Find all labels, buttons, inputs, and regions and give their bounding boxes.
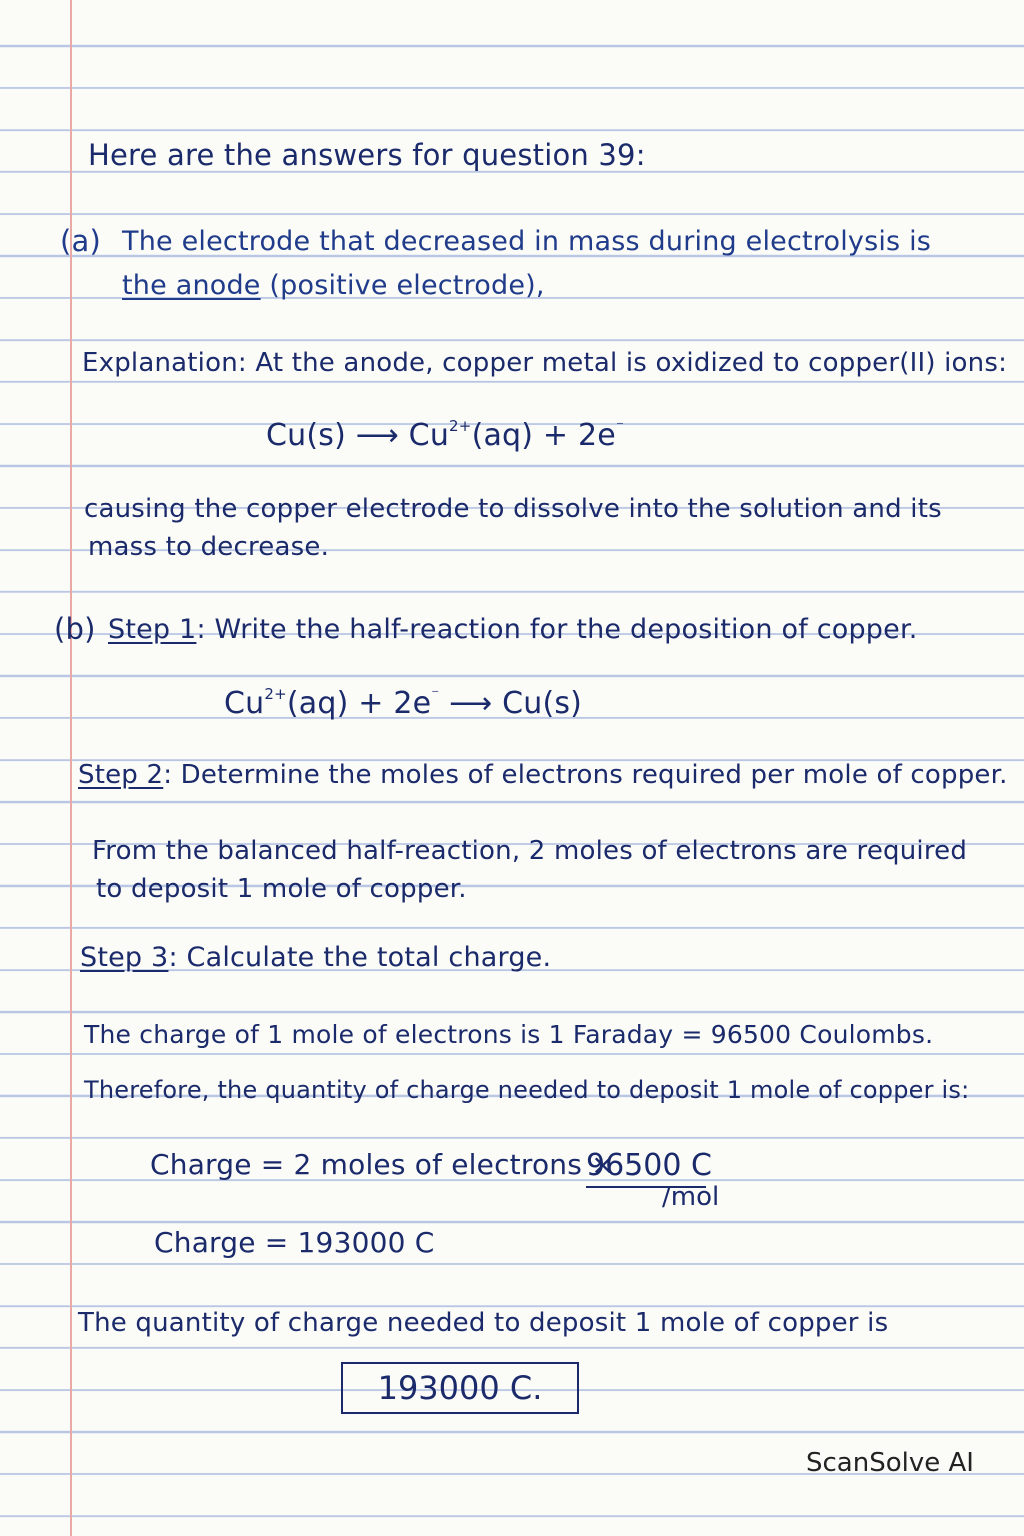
eq-right: (aq) + 2e [471,418,616,453]
part-a-label: (a) [60,224,101,258]
eq2-electron-sup: ⁻ [431,685,440,703]
intro-text: Here are the answers for question 39: [88,138,646,172]
fraction-numerator: 96500 C [586,1148,712,1183]
step3-label: Step 3 [80,942,169,973]
fraction-denominator: /mol [662,1182,720,1212]
step1-label: Step 1 [108,614,197,645]
eq-sup: 2+ [449,417,472,435]
eq-electron-sup: ⁻ [615,417,625,435]
cause-line1: causing the copper electrode to dissolve into the solution and its [84,494,942,524]
from-line1: From the balanced half-reaction, 2 moles of electrons are required [92,836,968,866]
anode-note: (positive electrode), [269,270,545,301]
eq-left: Cu(s) ⟶ Cu [266,418,450,453]
final-answer: 193000 C. [377,1369,543,1407]
step3-text: : Calculate the total charge. [168,942,552,973]
charge-line1: The charge of 1 mole of electrons is 1 Faraday = 96500 Coulombs. [84,1020,934,1049]
step2-label: Step 2 [78,760,164,790]
explanation-text: Explanation: At the anode, copper metal is oxidized to copper(II) ions: [82,348,1008,378]
step3-line [80,942,551,973]
anode-term: the anode [122,270,261,301]
charge-line2: Therefore, the quantity of charge needed to deposit 1 mole of copper is: [84,1076,970,1104]
step1-text: : Write the half-reaction for the deposition of copper. [196,614,918,645]
final-answer-box [341,1362,579,1414]
calc-line2: Charge = 193000 C [154,1226,435,1259]
from-line2: to deposit 1 mole of copper. [96,874,467,904]
eq2-sup: 2+ [264,685,287,703]
step2-line [78,760,1008,790]
cause-line2: mass to decrease. [88,532,330,562]
oxidation-equation [266,418,624,453]
step2-text: : Determine the moles of electrons required per mole of copper. [163,760,1008,790]
part-b-label: (b) [54,612,96,646]
part-a-line1: The electrode that decreased in mass during electrolysis is [122,226,932,257]
eq2-right: ⟶ Cu(s) [439,686,583,721]
eq2-left: Cu [224,686,265,721]
brand-label: ScanSolve AI [806,1448,974,1478]
eq2-mid: (aq) + 2e [286,686,432,721]
conclusion-text: The quantity of charge needed to deposit 1 mole of copper is [78,1308,889,1338]
part-a-line2 [122,270,545,301]
reduction-equation [224,686,582,721]
calc-line1: Charge = 2 moles of electrons × [150,1148,615,1181]
step1-line [108,614,918,645]
